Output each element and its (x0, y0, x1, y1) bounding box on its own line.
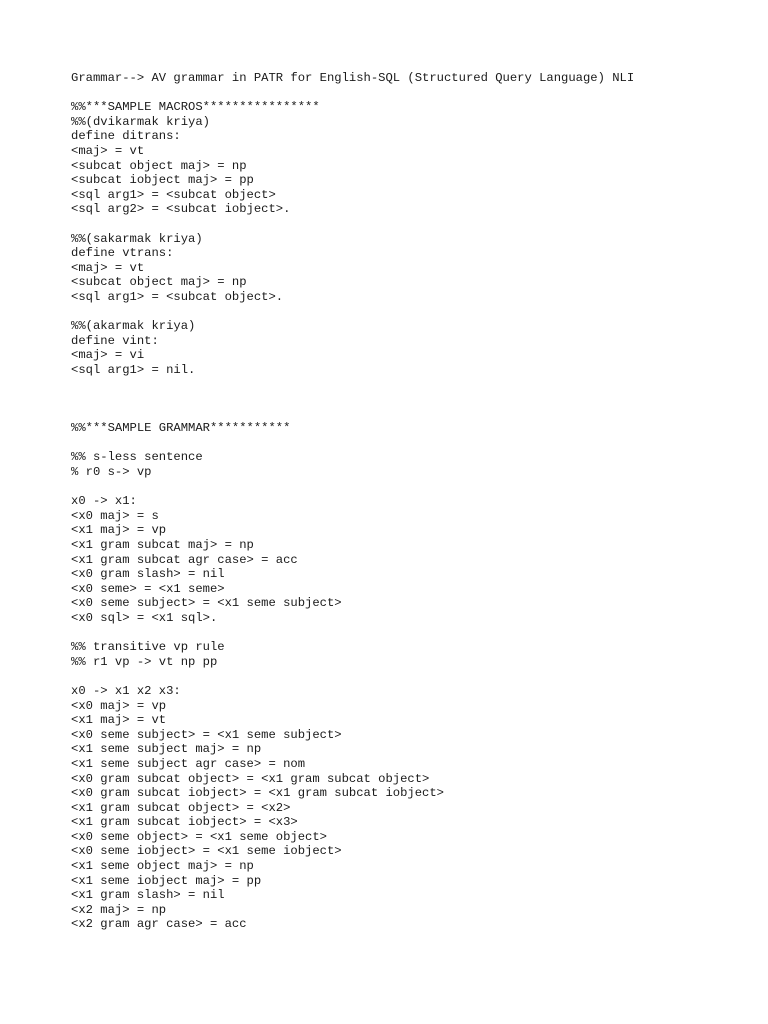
text-line: %% r1 vp -> vt np pp (71, 654, 218, 669)
text-line (71, 669, 751, 684)
text-line (71, 392, 751, 407)
text-line: <x1 gram subcat maj> = np (71, 538, 254, 552)
text-line: <x1 gram subcat object> = <x2> (71, 800, 291, 815)
text-line: <x0 gram subcat iobject> = <x1 gram subcat iobject> (71, 786, 444, 801)
text-line (71, 86, 751, 101)
text-line: <subcat object maj> = np (71, 275, 247, 290)
text-line: <x0 maj> = vp (71, 698, 167, 713)
text-line: <subcat object maj> = np (71, 158, 247, 173)
text-line: <x1 gram slash> = nil (71, 888, 225, 903)
text-line: <x2 maj> = np (71, 902, 167, 917)
text-line (71, 407, 751, 422)
text-line: define vint: (71, 333, 159, 348)
text-line (71, 305, 751, 320)
text-line: <x0 seme subject> = <x1 seme subject> (71, 596, 342, 611)
text-line: <x0 sql> = <x1 sql>. (71, 610, 218, 625)
text-line: %%(dvikarmak kriya) (71, 114, 210, 129)
text-line: <sql arg1> = <subcat object>. (71, 289, 284, 304)
text-line: <subcat iobject maj> = pp (71, 173, 254, 188)
text-line: <x1 seme subject maj> = np (71, 742, 262, 757)
text-line: <x1 gram subcat iobject> = <x3> (71, 815, 298, 830)
text-line (71, 217, 751, 232)
text-line: Grammar--> AV grammar in PATR for English-SQL (Structured Query Language) NLI (71, 71, 635, 85)
text-line: %%***SAMPLE MACROS**************** (71, 100, 320, 115)
text-line: <x2 gram agr case> = acc (71, 917, 247, 932)
text-line: <maj> = vt (71, 260, 145, 275)
text-line: <sql arg1> = <subcat object> (71, 187, 276, 202)
text-line: <x0 seme subject> = <x1 seme subject> (71, 727, 342, 742)
text-line: <x1 maj> = vp (71, 523, 167, 538)
text-line: <maj> = vt (71, 143, 145, 158)
text-line: <x0 seme iobject> = <x1 seme iobject> (71, 844, 342, 859)
text-line: define ditrans: (71, 129, 181, 144)
text-line: %%(akarmak kriya) (71, 319, 196, 334)
text-line: x0 -> x1 x2 x3: (71, 683, 181, 698)
text-line: <x0 seme> = <x1 seme> (71, 581, 225, 596)
text-line: <sql arg1> = nil. (71, 362, 196, 377)
text-line: %% transitive vp rule (71, 640, 225, 655)
text-line (71, 626, 751, 641)
text-line: <x0 gram subcat object> = <x1 gram subcat object> (71, 771, 430, 786)
text-line: <maj> = vi (71, 348, 145, 363)
text-line: define vtrans: (71, 246, 174, 261)
text-line: <sql arg2> = <subcat iobject>. (71, 202, 291, 217)
text-line: <x1 gram subcat agr case> = acc (71, 552, 298, 567)
text-line: <x0 maj> = s (71, 508, 159, 523)
text-line (71, 436, 751, 451)
text-line: <x1 seme subject agr case> = nom (71, 756, 306, 771)
text-line: <x1 seme object maj> = np (71, 859, 254, 874)
text-line: % r0 s-> vp (71, 465, 152, 480)
text-line: %%***SAMPLE GRAMMAR*********** (71, 421, 291, 436)
text-line: <x0 seme object> = <x1 seme object> (71, 829, 327, 844)
text-line: x0 -> x1: (71, 494, 137, 509)
text-line (71, 377, 751, 392)
text-line: <x1 seme iobject maj> = pp (71, 873, 262, 888)
text-line: %%(sakarmak kriya) (71, 231, 203, 246)
text-line: <x1 maj> = vt (71, 713, 167, 728)
text-line (71, 480, 751, 495)
text-line: <x0 gram slash> = nil (71, 567, 225, 582)
text-line: %% s-less sentence (71, 450, 203, 465)
grammar-text-body (71, 71, 751, 932)
